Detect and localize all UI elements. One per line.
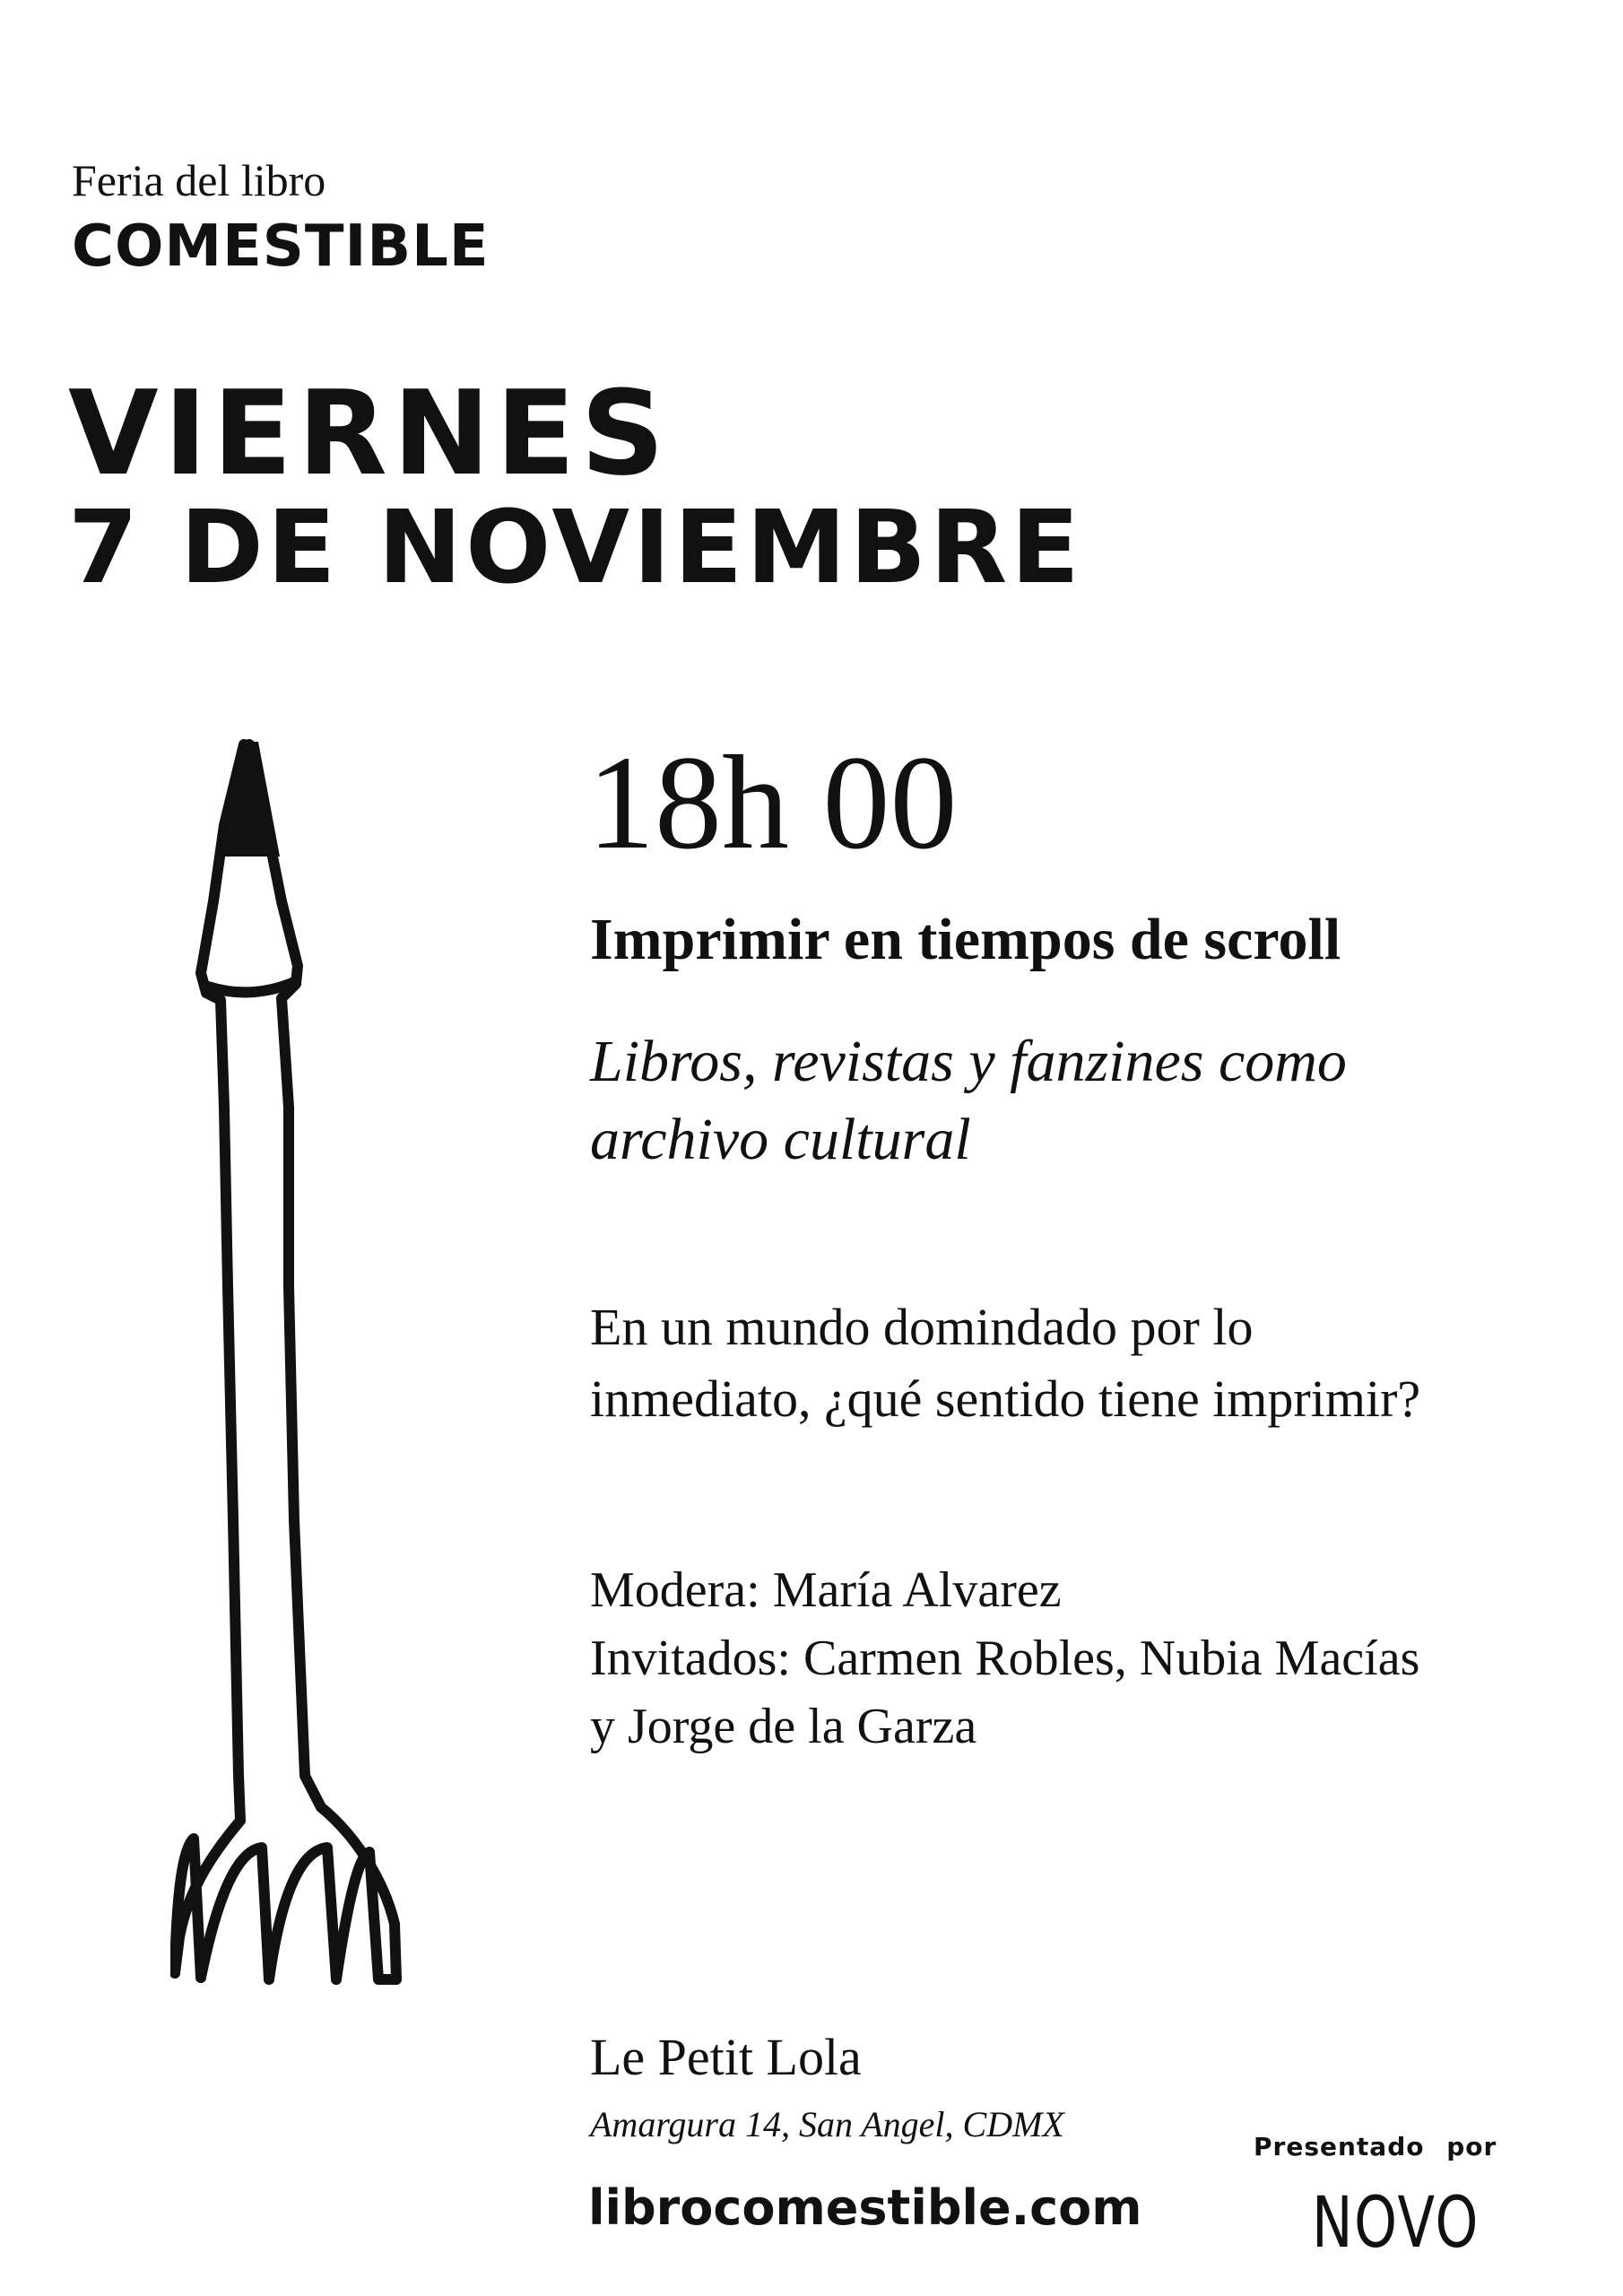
event-question-line: inmediato, ¿qué sentido tiene imprimir? <box>590 1370 1421 1429</box>
venue-address: Amargura 14, San Angel, CDMX <box>590 2104 1064 2144</box>
venue-name: Le Petit Lola <box>590 2028 862 2086</box>
moderator: Modera: María Alvarez <box>590 1562 1062 1618</box>
event-title: Imprimir en tiempos de scroll <box>590 907 1341 972</box>
fair-name: Feria del libro <box>72 155 326 205</box>
event-time: 18h 00 <box>587 728 958 877</box>
guests: Invitados: Carmen Robles, Nubia Macías <box>590 1631 1420 1687</box>
event-subtitle <box>590 1022 1347 1178</box>
event-question <box>590 1292 1420 1435</box>
event-subtitle-line: Libros, revistas y fanzines como <box>590 1029 1347 1094</box>
event-subtitle-line: archivo cultural <box>590 1107 971 1173</box>
event-question-line: En un mundo domindado por lo <box>590 1298 1254 1356</box>
website-link[interactable]: librocomestible.com <box>588 2179 1142 2236</box>
guests-continued: y Jorge de la Garza <box>590 1699 977 1755</box>
fork-icon <box>170 731 412 1987</box>
fair-brand: COMESTIBLE <box>72 213 490 280</box>
sponsor-logo: NOVO <box>1312 2183 1480 2264</box>
event-date: 7 DE NOVIEMBRE <box>68 490 1083 606</box>
presented-by: Presentado por <box>1254 2132 1497 2161</box>
event-day: VIERNES <box>68 365 671 501</box>
event-people <box>590 1556 1419 1761</box>
